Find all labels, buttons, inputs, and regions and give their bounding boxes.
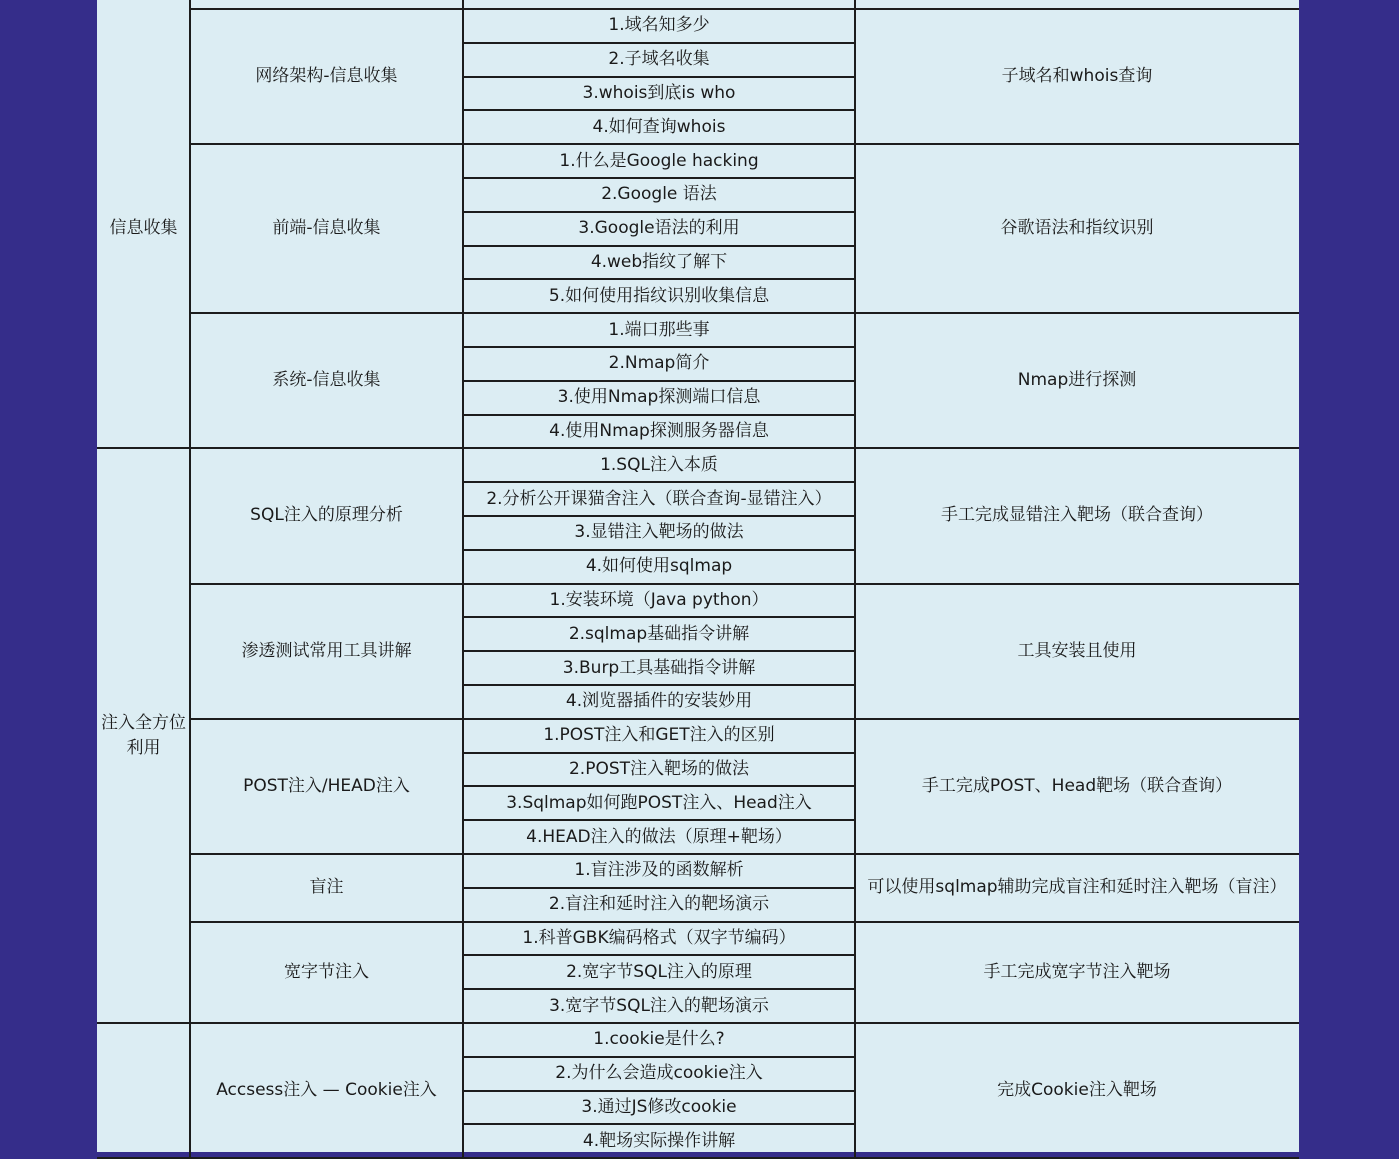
section-name [97,1023,190,1158]
col-line-3 [854,0,856,1158]
module-title: 系统-信息收集 [272,370,381,391]
lesson-cell: 2.POST注入靶场的做法 [568,758,750,779]
module-title: 宽字节注入 [284,961,369,982]
lesson-cell: 1.盲注涉及的函数解析 [574,860,744,881]
module-title: Accsess注入 — Cookie注入 [216,1080,437,1101]
lesson-cell: 3.Burp工具基础指令讲解 [562,657,756,678]
practice-cell: 子域名和whois查询 [1001,66,1153,87]
lesson-cell: 2.sqlmap基础指令讲解 [568,623,750,644]
lesson-cell: 3.whois到底is who [582,82,736,103]
practice-cell: 可以使用sqlmap辅助完成盲注和延时注入靶场（盲注） [867,877,1287,898]
practice-cell: 完成Cookie注入靶场 [997,1080,1157,1101]
practice-cell: 手工完成POST、Head靶场（联合查询） [921,775,1233,796]
lesson-cell: 2.Google 语法 [601,184,717,205]
lesson-cell: 4.HEAD注入的做法（原理+靶场） [526,826,792,847]
lesson-cell: 4.如何使用sqlmap [585,556,733,577]
lesson-cell: 3.宽字节SQL注入的靶场演示 [549,995,769,1016]
lesson-cell: 2.子域名收集 [608,49,710,70]
lesson-cell: 1.科普GBK编码格式（双字节编码） [522,927,796,948]
lesson-cell: 4.使用Nmap探测服务器信息 [549,420,769,441]
module-title: 渗透测试常用工具讲解 [241,640,412,661]
lesson-cell: 1.cookie是什么? [593,1029,725,1050]
lesson-cell: 3.通过JS修改cookie [581,1096,737,1117]
lesson-cell: 4.web指纹了解下 [590,251,728,272]
lesson-cell: 2.为什么会造成cookie注入 [555,1063,763,1084]
course-table [97,0,1299,1152]
lesson-cell: 2.宽字节SQL注入的原理 [566,961,752,982]
lesson-cell: 1.域名知多少 [608,15,710,36]
module-title: 盲注 [309,877,344,898]
lesson-cell: 1.安装环境（Java python） [549,589,769,610]
lesson-cell: 4.浏览器插件的安装妙用 [565,691,753,712]
section-name: 注入全方位利用 [101,712,186,758]
lesson-cell: 3.Sqlmap如何跑POST注入、Head注入 [506,792,812,813]
practice-cell: Nmap进行探测 [1017,370,1137,391]
lesson-cell: 3.使用Nmap探测端口信息 [557,387,761,408]
section-name: 信息收集 [109,218,178,239]
module-title: POST注入/HEAD注入 [243,775,410,796]
practice-cell: 谷歌语法和指纹识别 [1000,218,1154,239]
lesson-cell: 1.端口那些事 [608,319,710,340]
lesson-cell: 5.如何使用指纹识别收集信息 [548,285,770,306]
lesson-cell: 2.Nmap简介 [608,353,710,374]
lesson-cell: 2.盲注和延时注入的靶场演示 [548,894,770,915]
practice-cell: 工具安装且使用 [1017,640,1137,661]
practice-cell: 手工完成显错注入靶场（联合查询） [941,505,1213,526]
lesson-cell: 4.靶场实际操作讲解 [582,1130,736,1151]
module-title: SQL注入的原理分析 [250,505,403,526]
lesson-cell: 4.如何查询whois [592,116,726,137]
module-title: 网络架构-信息收集 [255,66,398,87]
col-line-2 [462,0,464,1158]
lesson-cell: 1.SQL注入本质 [600,454,718,475]
practice-cell: 手工完成宽字节注入靶场 [983,961,1171,982]
lesson-cell: 3.Google语法的利用 [578,218,740,239]
lesson-cell: 1.POST注入和GET注入的区别 [543,725,775,746]
lesson-cell: 3.显错注入靶场的做法 [574,522,744,543]
col-line-1 [189,0,191,1158]
lesson-cell: 2.分析公开课猫舍注入（联合查询-显错注入） [486,488,832,509]
lesson-cell: 1.什么是Google hacking [559,150,759,171]
module-title: 前端-信息收集 [272,218,381,239]
